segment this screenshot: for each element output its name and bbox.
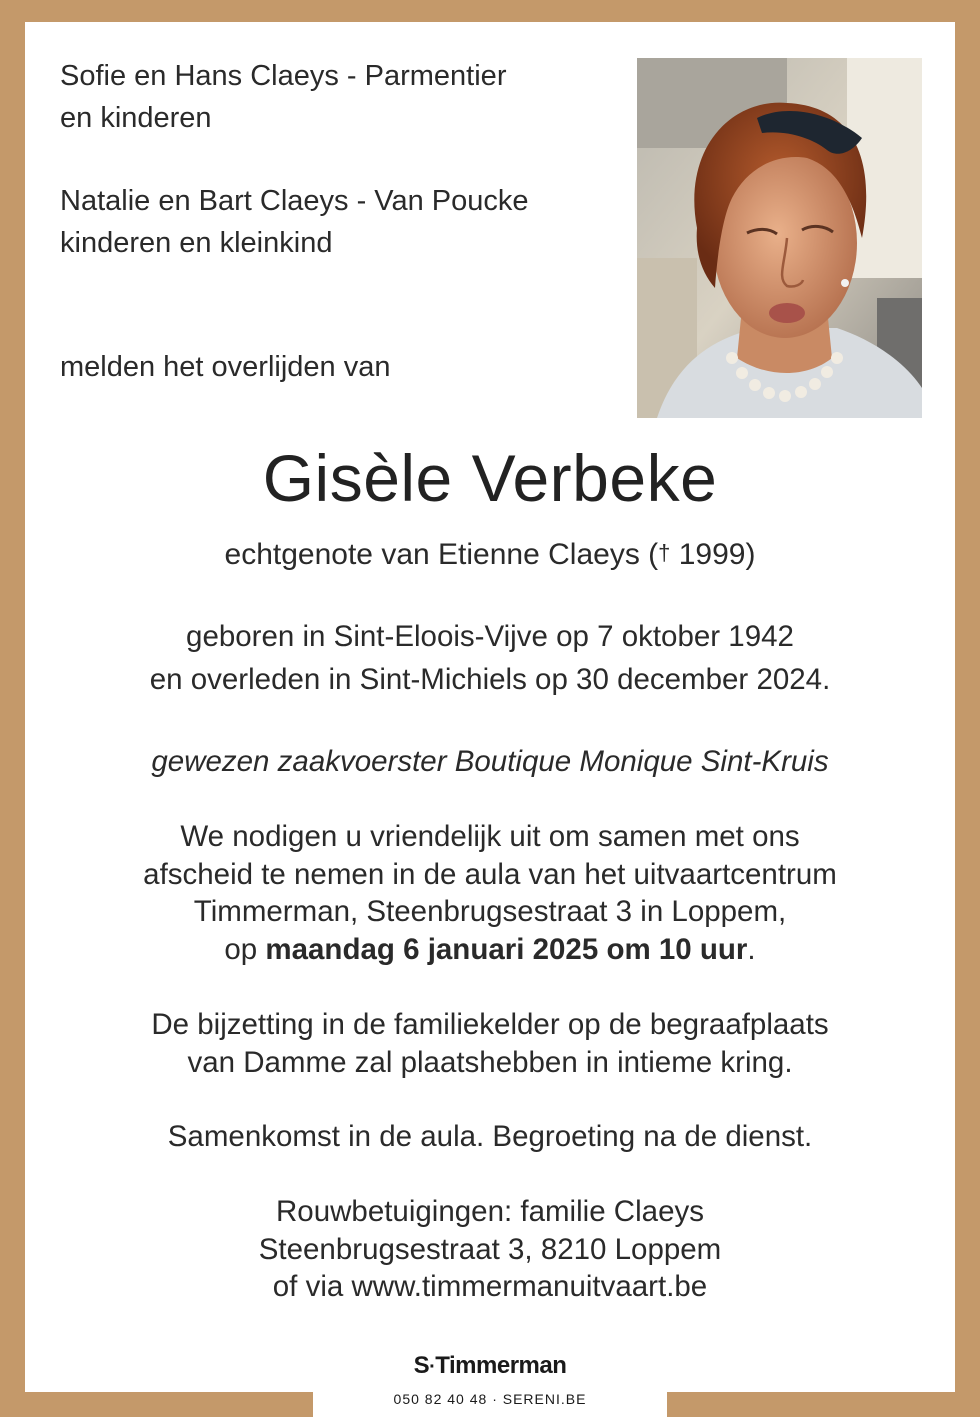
announcement — [60, 346, 390, 388]
family-line: en kinderen — [60, 102, 212, 134]
invitation-prefix: op — [224, 932, 266, 966]
funeral-date: maandag 6 januari 2025 om 10 uur — [265, 932, 748, 966]
funeral-invitation — [25, 818, 955, 968]
spouse-text: echtgenote van Etienne Claeys ( — [224, 538, 659, 571]
spouse-year: 1999) — [670, 538, 756, 571]
condolence-line: Steenbrugsestraat 3, 8210 Loppem — [258, 1232, 722, 1266]
life-dates — [25, 618, 955, 698]
family-line: Natalie en Bart Claeys - Van Poucke — [60, 185, 529, 217]
invitation-line: Timmerman, Steenbrugsestraat 3 in Loppem, — [193, 895, 787, 928]
invitation-line: afscheid te nemen in de aula van het uitvaartcentrum — [143, 857, 837, 891]
announce-text: melden het overlijden van — [60, 351, 391, 383]
family-line: kinderen en kleinkind — [60, 227, 333, 259]
funeral-home-logo — [25, 1352, 955, 1380]
occupation: gewezen zaakvoerster Boutique Monique Sint-Kruis — [151, 745, 829, 778]
family-group-2 — [60, 180, 529, 264]
burial-info — [25, 1006, 955, 1081]
logo-name: Timmerman — [435, 1352, 567, 1379]
logo-dot: · — [429, 1356, 436, 1378]
footer-site: SERENI.BE — [502, 1391, 587, 1407]
invitation-line: We nodigen u vriendelijk uit om samen met ons — [180, 820, 800, 853]
family-group-1 — [60, 55, 506, 139]
family-line: Sofie en Hans Claeys - Parmentier — [60, 60, 507, 92]
birth-line: geboren in Sint-Eloois-Vijve op 7 oktober 1942 — [186, 620, 794, 653]
deceased-name: Gisèle Verbeke — [262, 441, 718, 515]
invitation-suffix: . — [747, 932, 756, 966]
condolence-website: of via www.timmermanuitvaart.be — [272, 1270, 708, 1303]
condolence-line: Rouwbetuigingen: familie Claeys — [276, 1195, 704, 1228]
spouse-line — [25, 533, 955, 575]
footer-separator: · — [492, 1391, 498, 1407]
dagger-symbol: † — [658, 540, 671, 565]
invitation-date-line — [25, 931, 955, 969]
burial-line: De bijzetting in de familiekelder op de begraafplaats — [151, 1008, 829, 1041]
logo-s: S — [413, 1352, 430, 1379]
footer-contact — [25, 1391, 955, 1407]
gathering-info: Samenkomst in de aula. Begroeting na de dienst. — [167, 1120, 813, 1153]
burial-line: van Damme zal plaatshebben in intieme kring. — [187, 1045, 793, 1079]
footer-phone: 050 82 40 48 — [393, 1391, 488, 1407]
condolences — [25, 1193, 955, 1306]
death-line: en overleden in Sint-Michiels op 30 december 2024. — [149, 662, 831, 696]
portrait-photo — [637, 58, 922, 418]
